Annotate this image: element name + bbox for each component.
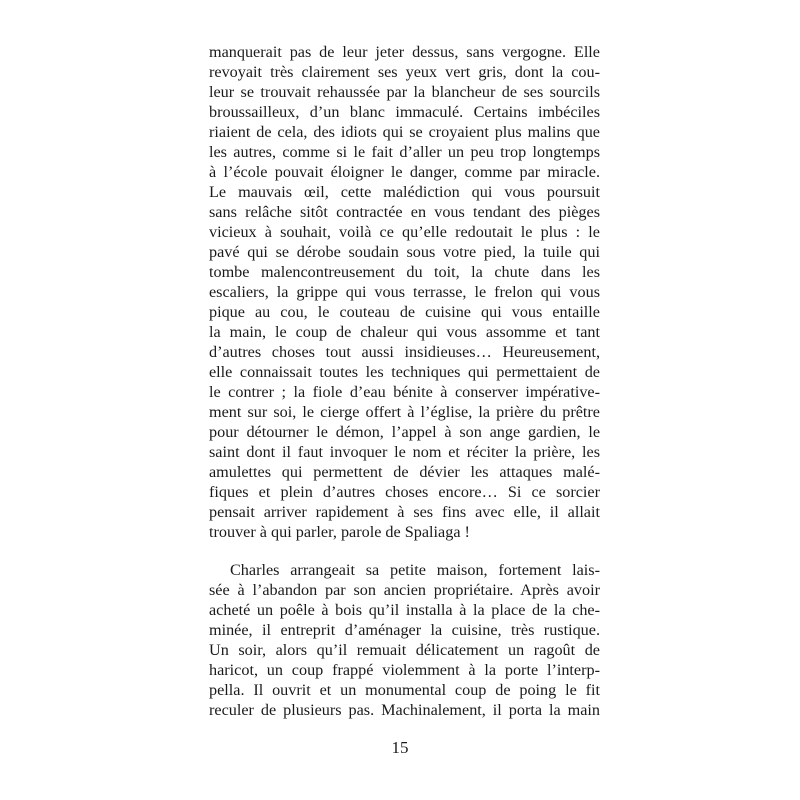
text-line: pour détourner le démon, l’appel à son ange gardien, le [209,423,600,441]
text-line: escaliers, la grippe qui vous terrasse, le frelon qui vous [209,283,600,301]
text-line: d’autres choses tout aussi insidieuses… Heureusement, [209,343,600,361]
text-line: pella. Il ouvrit et un monumental coup de poing le fit [209,681,600,699]
text-line: elle connaissait toutes les techniques qui permettaient de [209,363,600,381]
text-line: saint dont il faut invoquer le nom et réciter la prière, les [209,443,600,461]
text-line: revoyait très clairement ses yeux vert gris, dont la cou- [209,63,600,81]
text-line: pensait arriver rapidement à ses fins avec elle, il allait [209,503,600,521]
body-text [209,42,600,720]
text-line: le contrer ; la fiole d’eau bénite à conserver impérative- [209,383,600,401]
text-line: reculer de plusieurs pas. Machinalement, il porta la main [209,701,600,719]
text-line: vicieux à souhait, voilà ce qu’elle redoutait le plus : le [209,223,600,241]
text-line: pavé qui se dérobe soudain sous votre pied, la tuile qui [209,243,600,261]
text-line: manquerait pas de leur jeter dessus, sans vergogne. Elle [209,43,600,61]
text-line: riaient de cela, des idiots qui se croyaient plus malins que [209,123,600,141]
text-line: acheté un poêle à bois qu’il installa à la place de la che- [209,601,600,619]
text-line: Le mauvais œil, cette malédiction qui vous poursuit [209,183,600,201]
text-line: Un soir, alors qu’il remuait délicatement un ragoût de [209,641,600,659]
text-line: haricot, un coup frappé violemment à la porte l’interp- [209,661,600,679]
text-line: ment sur soi, le cierge offert à l’église, la prière du prêtre [209,403,600,421]
text-line: pique au cou, le couteau de cuisine qui vous entaille [209,303,600,321]
text-line: amulettes qui permettent de dévier les attaques malé- [209,463,600,481]
paragraph [209,560,600,720]
paragraph-spacer [209,542,600,560]
text-line: sée à l’abandon par son ancien propriétaire. Après avoir [209,581,600,599]
text-line: trouver à qui parler, parole de Spaliaga ! [209,523,470,541]
page-number: 15 [391,738,409,757]
text-line: minée, il entreprit d’aménager la cuisine, très rustique. [209,621,600,639]
text-line: à l’école pouvait éloigner le danger, comme par miracle. [209,163,600,181]
text-line: tombe malencontreusement du toit, la chute dans les [209,263,600,281]
text-line: sans relâche sitôt contractée en vous tendant des pièges [209,203,600,221]
text-line: la main, le coup de chaleur qui vous assomme et tant [209,323,600,341]
text-line: Charles arrangeait sa petite maison, fortement lais- [230,561,600,579]
text-line: broussailleux, d’un blanc immaculé. Certains imbéciles [209,103,600,121]
text-line: leur se trouvait rehaussée par la blancheur de ses sourcils [209,83,600,101]
text-line: les autres, comme si le fait d’aller un peu trop longtemps [209,143,600,161]
text-line: fiques et plein d’autres choses encore… Si ce sorcier [209,483,600,501]
paragraph [209,42,600,542]
